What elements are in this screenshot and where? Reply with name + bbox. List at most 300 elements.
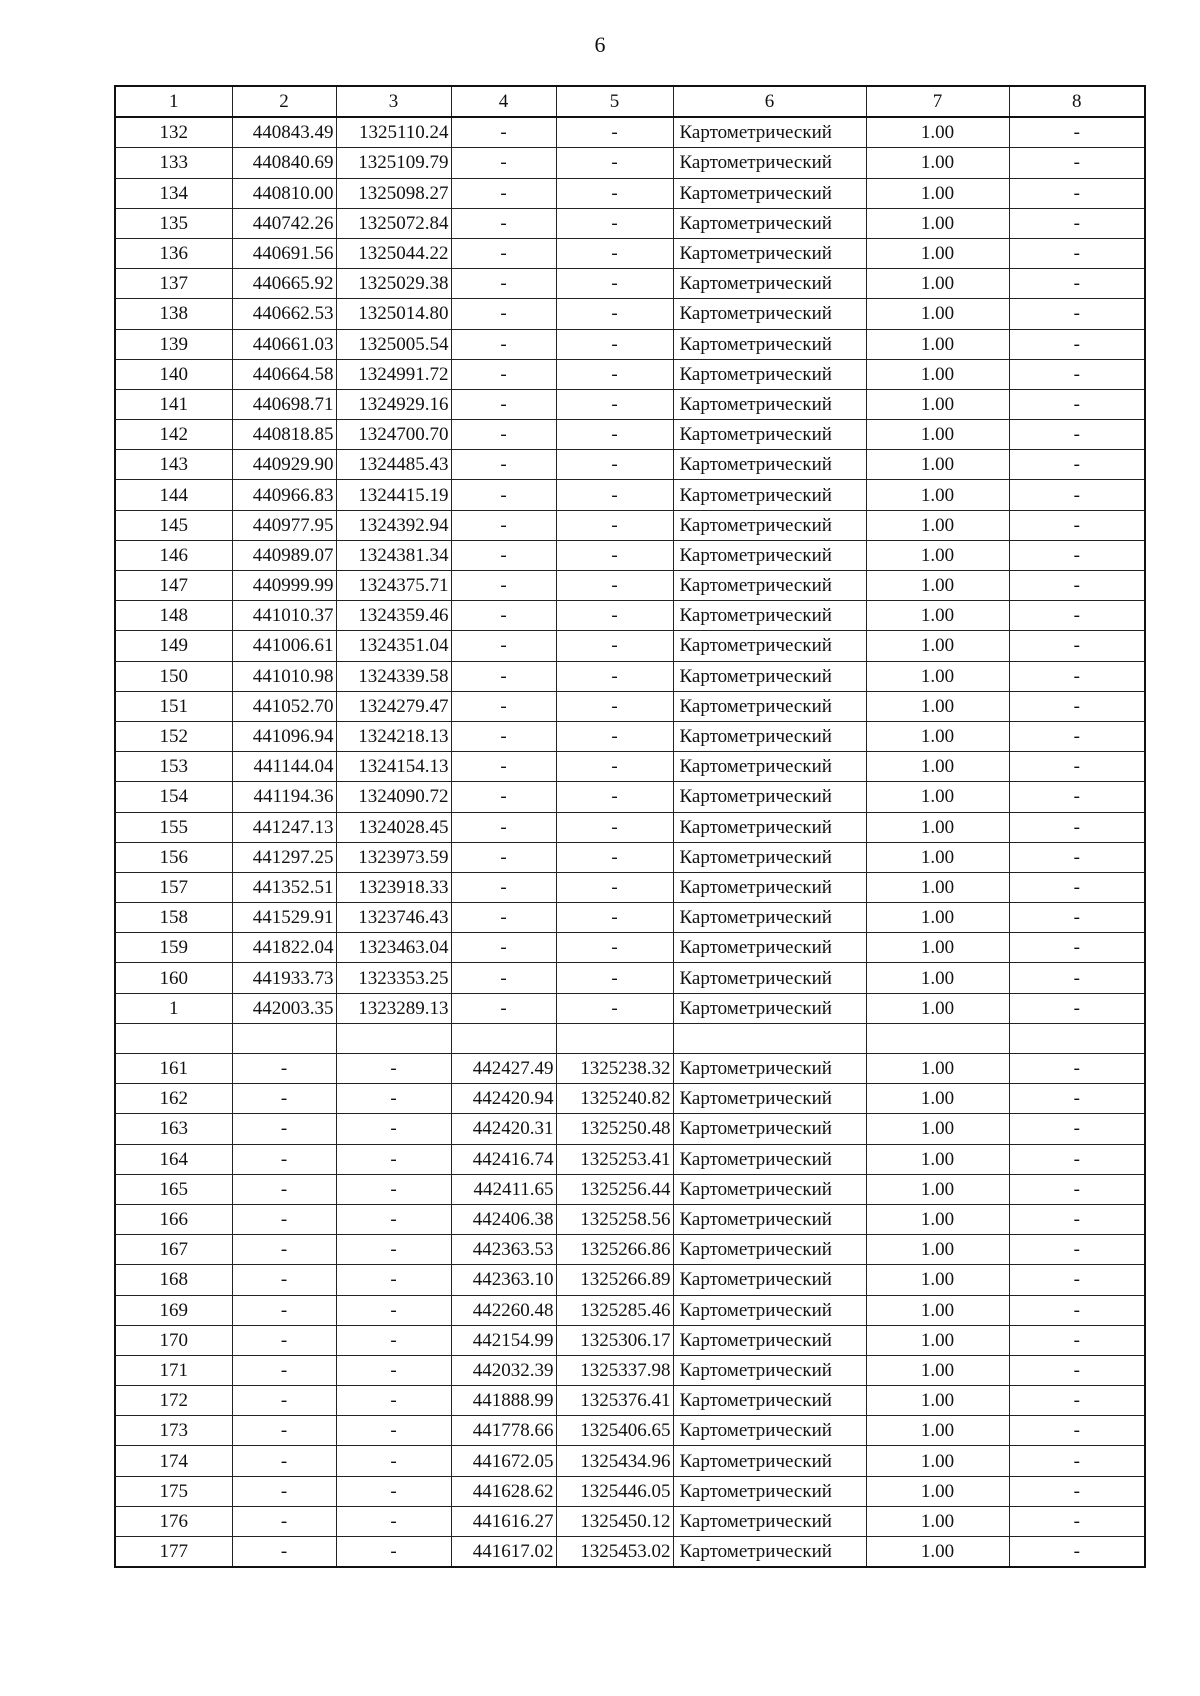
column-header-6: 6 [673, 86, 866, 117]
table-cell: 442420.31 [451, 1114, 556, 1144]
table-cell: - [556, 691, 673, 721]
table-cell: Картометрический [673, 540, 866, 570]
table-cell: 164 [115, 1144, 232, 1174]
table-cell: 1325266.89 [556, 1265, 673, 1295]
table-cell: 150 [115, 661, 232, 691]
table-cell: - [451, 842, 556, 872]
table-row [115, 1174, 1145, 1204]
table-cell: 1.00 [866, 510, 1009, 540]
table-row [115, 721, 1145, 751]
header-row [115, 86, 1145, 117]
table-row [115, 1325, 1145, 1355]
table-cell: - [556, 540, 673, 570]
table-cell [451, 1023, 556, 1053]
table-cell: - [1009, 571, 1145, 601]
table-cell: 149 [115, 631, 232, 661]
table-cell: - [232, 1235, 336, 1265]
table-cell: 1325044.22 [336, 238, 451, 268]
table-cell [336, 1023, 451, 1053]
column-header-2: 2 [232, 86, 336, 117]
table-cell: 157 [115, 872, 232, 902]
table-cell: - [1009, 691, 1145, 721]
table-cell: 170 [115, 1325, 232, 1355]
table-cell: - [556, 993, 673, 1023]
table-row [115, 691, 1145, 721]
table-cell: 1325253.41 [556, 1144, 673, 1174]
table-cell: - [232, 1416, 336, 1446]
table-cell: - [232, 1386, 336, 1416]
table-cell: - [556, 721, 673, 751]
table-cell: - [336, 1295, 451, 1325]
table-cell: 1.00 [866, 1084, 1009, 1114]
table-row [115, 269, 1145, 299]
table-cell: 440989.07 [232, 540, 336, 570]
table-cell: 166 [115, 1204, 232, 1234]
table-cell: 1324392.94 [336, 510, 451, 540]
table-cell: 1323746.43 [336, 903, 451, 933]
table-cell: Картометрический [673, 903, 866, 933]
table-cell: 1.00 [866, 1174, 1009, 1204]
table-cell: 1325072.84 [336, 208, 451, 238]
table-cell: Картометрический [673, 1114, 866, 1144]
table-cell: 1.00 [866, 117, 1009, 148]
table-cell: - [1009, 752, 1145, 782]
table-cell: 1324279.47 [336, 691, 451, 721]
table-cell: - [451, 661, 556, 691]
table-cell [1009, 1023, 1145, 1053]
table-cell: 440929.90 [232, 450, 336, 480]
table-row [115, 1537, 1145, 1568]
table-cell: Картометрический [673, 1325, 866, 1355]
table-cell: 1.00 [866, 631, 1009, 661]
table-cell: Картометрический [673, 208, 866, 238]
table-cell: - [1009, 117, 1145, 148]
table-cell: 441778.66 [451, 1416, 556, 1446]
table-row [115, 510, 1145, 540]
table-cell: 155 [115, 812, 232, 842]
table-cell: - [1009, 1476, 1145, 1506]
table-cell: Картометрический [673, 1295, 866, 1325]
table-cell: 168 [115, 1265, 232, 1295]
table-cell: 163 [115, 1114, 232, 1144]
table-cell [232, 1023, 336, 1053]
table-cell: - [451, 691, 556, 721]
table-cell: - [556, 872, 673, 902]
table-cell: - [232, 1084, 336, 1114]
table-cell: - [232, 1174, 336, 1204]
table-cell: - [1009, 450, 1145, 480]
table-cell: 441529.91 [232, 903, 336, 933]
table-cell: 1.00 [866, 1265, 1009, 1295]
table-cell: - [451, 872, 556, 902]
table-row [115, 148, 1145, 178]
table-cell: 146 [115, 540, 232, 570]
table-cell: - [451, 148, 556, 178]
table-cell: Картометрический [673, 691, 866, 721]
table-cell: - [1009, 1114, 1145, 1144]
table-cell: - [556, 963, 673, 993]
table-cell: 442416.74 [451, 1144, 556, 1174]
table-cell: 441006.61 [232, 631, 336, 661]
table-cell: - [1009, 1446, 1145, 1476]
table-cell: - [1009, 1506, 1145, 1536]
table-cell: 440818.85 [232, 420, 336, 450]
table-cell: 134 [115, 178, 232, 208]
table-cell: Картометрический [673, 269, 866, 299]
table-cell: - [556, 359, 673, 389]
table-cell: 1325450.12 [556, 1506, 673, 1536]
table-row [115, 963, 1145, 993]
table-cell: 1324218.13 [336, 721, 451, 751]
table-cell: - [556, 510, 673, 540]
empty-separator-row [115, 1023, 1145, 1053]
table-cell: 1323973.59 [336, 842, 451, 872]
table-cell: - [451, 540, 556, 570]
table-cell: - [451, 601, 556, 631]
table-cell: - [556, 299, 673, 329]
table-cell: - [1009, 420, 1145, 450]
table-cell: 1.00 [866, 601, 1009, 631]
table-cell: - [1009, 389, 1145, 419]
table-cell: - [336, 1325, 451, 1355]
table-cell: - [232, 1537, 336, 1568]
table-cell: - [451, 208, 556, 238]
table-cell: - [336, 1265, 451, 1295]
table-cell: - [1009, 148, 1145, 178]
table-cell: - [336, 1446, 451, 1476]
table-cell: 1.00 [866, 1446, 1009, 1476]
table-cell: 440977.95 [232, 510, 336, 540]
table-cell: 1324028.45 [336, 812, 451, 842]
table-cell: 175 [115, 1476, 232, 1506]
table-cell: 177 [115, 1537, 232, 1568]
table-row [115, 178, 1145, 208]
table-cell: - [336, 1386, 451, 1416]
table-cell: 442154.99 [451, 1325, 556, 1355]
table-cell: - [1009, 872, 1145, 902]
table-cell: 1.00 [866, 1386, 1009, 1416]
table-cell: - [451, 812, 556, 842]
table-cell: 1.00 [866, 238, 1009, 268]
table-row [115, 117, 1145, 148]
table-row [115, 359, 1145, 389]
table-cell: - [1009, 721, 1145, 751]
table-cell: 442411.65 [451, 1174, 556, 1204]
table-cell: Картометрический [673, 299, 866, 329]
table-cell: - [556, 571, 673, 601]
table-cell: 441247.13 [232, 812, 336, 842]
table-cell: - [1009, 601, 1145, 631]
table-cell: - [1009, 1235, 1145, 1265]
table-cell: 156 [115, 842, 232, 872]
table-cell: 169 [115, 1295, 232, 1325]
table-cell: 1.00 [866, 933, 1009, 963]
table-cell: - [451, 631, 556, 661]
table-cell: Картометрический [673, 1144, 866, 1174]
table-cell: 442420.94 [451, 1084, 556, 1114]
table-cell: 1325376.41 [556, 1386, 673, 1416]
table-row [115, 1114, 1145, 1144]
table-cell: 1325256.44 [556, 1174, 673, 1204]
table-row [115, 812, 1145, 842]
table-cell: - [1009, 359, 1145, 389]
table-cell: - [1009, 993, 1145, 1023]
table-cell: 132 [115, 117, 232, 148]
table-cell: 1324351.04 [336, 631, 451, 661]
table-cell: - [1009, 1144, 1145, 1174]
table-row [115, 238, 1145, 268]
table-cell: - [336, 1144, 451, 1174]
table-cell: 1323353.25 [336, 963, 451, 993]
table-cell: 145 [115, 510, 232, 540]
table-cell: Картометрический [673, 872, 866, 902]
table-cell: - [1009, 1295, 1145, 1325]
table-cell: - [556, 269, 673, 299]
table-cell: 1.00 [866, 963, 1009, 993]
table-cell: Картометрический [673, 420, 866, 450]
table-cell: 1323463.04 [336, 933, 451, 963]
table-row [115, 389, 1145, 419]
table-cell: - [336, 1416, 451, 1446]
table-cell: 441672.05 [451, 1446, 556, 1476]
table-cell: 1.00 [866, 389, 1009, 419]
table-cell: 143 [115, 450, 232, 480]
table-cell: 172 [115, 1386, 232, 1416]
table-cell: - [1009, 1054, 1145, 1084]
table-cell: - [1009, 661, 1145, 691]
table-cell: - [1009, 480, 1145, 510]
table-cell: 140 [115, 359, 232, 389]
table-cell: 138 [115, 299, 232, 329]
table-cell: - [232, 1054, 336, 1084]
table-cell: - [1009, 782, 1145, 812]
table-cell: 1324375.71 [336, 571, 451, 601]
table-cell: 1.00 [866, 208, 1009, 238]
table-cell: - [232, 1325, 336, 1355]
table-cell: 1.00 [866, 269, 1009, 299]
table-cell: - [336, 1235, 451, 1265]
table-cell: - [1009, 903, 1145, 933]
table-row [115, 1235, 1145, 1265]
table-cell: Картометрический [673, 178, 866, 208]
table-row [115, 329, 1145, 359]
table-cell: 441616.27 [451, 1506, 556, 1536]
table-cell: 442363.53 [451, 1235, 556, 1265]
table-cell: Картометрический [673, 1537, 866, 1568]
table-cell: Картометрический [673, 1386, 866, 1416]
table-cell: 441822.04 [232, 933, 336, 963]
table-cell: 1324485.43 [336, 450, 451, 480]
table-cell: - [556, 752, 673, 782]
table-cell: 1324991.72 [336, 359, 451, 389]
table-cell: - [556, 933, 673, 963]
table-cell: 1325110.24 [336, 117, 451, 148]
table-cell: 165 [115, 1174, 232, 1204]
table-cell: - [1009, 208, 1145, 238]
table-cell: 1.00 [866, 178, 1009, 208]
table-row [115, 1446, 1145, 1476]
table-cell: - [1009, 812, 1145, 842]
table-cell: Картометрический [673, 238, 866, 268]
table-cell: 1.00 [866, 480, 1009, 510]
table-cell: 1.00 [866, 1235, 1009, 1265]
table-cell: 133 [115, 148, 232, 178]
table-cell: Картометрический [673, 329, 866, 359]
table-cell: Картометрический [673, 752, 866, 782]
table-cell: 1323918.33 [336, 872, 451, 902]
table-cell: - [232, 1114, 336, 1144]
table-cell: - [556, 148, 673, 178]
table-cell: 440840.69 [232, 148, 336, 178]
table-cell: - [1009, 329, 1145, 359]
table-cell: - [451, 571, 556, 601]
table-cell: 442260.48 [451, 1295, 556, 1325]
table-cell: 441933.73 [232, 963, 336, 993]
table-cell: - [556, 601, 673, 631]
table-cell: Картометрический [673, 993, 866, 1023]
table-cell: 1325005.54 [336, 329, 451, 359]
column-header-3: 3 [336, 86, 451, 117]
table-cell: 171 [115, 1355, 232, 1385]
table-cell: 151 [115, 691, 232, 721]
table-cell: - [232, 1265, 336, 1295]
table-cell: Картометрический [673, 601, 866, 631]
table-cell: - [556, 208, 673, 238]
table-cell: - [1009, 1537, 1145, 1568]
table-cell: 1.00 [866, 661, 1009, 691]
table-cell: - [336, 1476, 451, 1506]
table-cell [556, 1023, 673, 1053]
table-cell: - [556, 420, 673, 450]
table-cell: Картометрический [673, 450, 866, 480]
table-cell: 442406.38 [451, 1204, 556, 1234]
table-cell: 1.00 [866, 359, 1009, 389]
table-cell: Картометрический [673, 1265, 866, 1295]
table-cell: 441628.62 [451, 1476, 556, 1506]
table-cell: 174 [115, 1446, 232, 1476]
table-cell: - [336, 1506, 451, 1536]
table-cell: 440999.99 [232, 571, 336, 601]
table-cell: - [336, 1084, 451, 1114]
table-cell: - [556, 782, 673, 812]
table-cell: 148 [115, 601, 232, 631]
table-cell: 1.00 [866, 1204, 1009, 1234]
table-cell: - [232, 1446, 336, 1476]
table-cell: 1325266.86 [556, 1235, 673, 1265]
table-cell: 1325240.82 [556, 1084, 673, 1114]
table-cell: - [451, 117, 556, 148]
table-cell: - [1009, 963, 1145, 993]
column-header-7: 7 [866, 86, 1009, 117]
table-cell: - [1009, 842, 1145, 872]
table-cell: - [1009, 299, 1145, 329]
table-row [115, 1416, 1145, 1446]
table-row [115, 420, 1145, 450]
table-cell: - [232, 1355, 336, 1385]
table-cell: - [1009, 1084, 1145, 1114]
table-cell: - [556, 812, 673, 842]
table-cell: Картометрический [673, 571, 866, 601]
table-cell: - [1009, 178, 1145, 208]
table-cell: 1324700.70 [336, 420, 451, 450]
column-header-1: 1 [115, 86, 232, 117]
table-cell: - [232, 1144, 336, 1174]
table-cell: - [556, 238, 673, 268]
table-cell: - [1009, 1386, 1145, 1416]
table-cell: - [451, 450, 556, 480]
table-cell: 1325285.46 [556, 1295, 673, 1325]
table-cell: - [1009, 510, 1145, 540]
table-cell: - [1009, 933, 1145, 963]
table-cell: 136 [115, 238, 232, 268]
table-cell: - [336, 1355, 451, 1385]
table-cell: - [336, 1537, 451, 1568]
table-cell: 1.00 [866, 329, 1009, 359]
table-cell: Картометрический [673, 933, 866, 963]
table-cell: 441888.99 [451, 1386, 556, 1416]
column-header-8: 8 [1009, 86, 1145, 117]
table-cell: 161 [115, 1054, 232, 1084]
table-cell: - [1009, 1204, 1145, 1234]
table-row [115, 1506, 1145, 1536]
table-cell: - [451, 420, 556, 450]
table-cell: Картометрический [673, 631, 866, 661]
table-cell: Картометрический [673, 1355, 866, 1385]
table-cell: - [232, 1506, 336, 1536]
table-cell: - [451, 299, 556, 329]
table-row [115, 1144, 1145, 1174]
table-cell [673, 1023, 866, 1053]
table-cell: - [556, 631, 673, 661]
table-separator [115, 1023, 1145, 1053]
table-cell: - [232, 1295, 336, 1325]
table-cell: Картометрический [673, 510, 866, 540]
table-cell: 440698.71 [232, 389, 336, 419]
table-cell: 1325098.27 [336, 178, 451, 208]
table-cell: - [336, 1114, 451, 1144]
coordinates-table [114, 85, 1146, 1568]
table-cell: - [556, 450, 673, 480]
table-row [115, 903, 1145, 933]
table-cell: 1325446.05 [556, 1476, 673, 1506]
table-cell: 1325238.32 [556, 1054, 673, 1084]
table-cell: 1325109.79 [336, 148, 451, 178]
table-cell: 440661.03 [232, 329, 336, 359]
table-cell: - [232, 1476, 336, 1506]
table-cell: - [451, 359, 556, 389]
table-cell: 158 [115, 903, 232, 933]
table-cell: 139 [115, 329, 232, 359]
table-cell: - [451, 993, 556, 1023]
table-cell: 1.00 [866, 1416, 1009, 1446]
table-cell: 147 [115, 571, 232, 601]
table-cell: - [451, 752, 556, 782]
table-cell: 1.00 [866, 1355, 1009, 1385]
table-cell: 1.00 [866, 782, 1009, 812]
table-cell: 144 [115, 480, 232, 510]
table-cell: - [1009, 631, 1145, 661]
table-row [115, 1476, 1145, 1506]
table-cell: 1324154.13 [336, 752, 451, 782]
table-cell: - [451, 269, 556, 299]
table-row [115, 299, 1145, 329]
table-body-group-2 [115, 1054, 1145, 1568]
table-cell: 1325406.65 [556, 1416, 673, 1446]
table-cell: 1.00 [866, 691, 1009, 721]
table-cell: 1.00 [866, 1506, 1009, 1536]
table-cell: 142 [115, 420, 232, 450]
table-cell: 1.00 [866, 812, 1009, 842]
